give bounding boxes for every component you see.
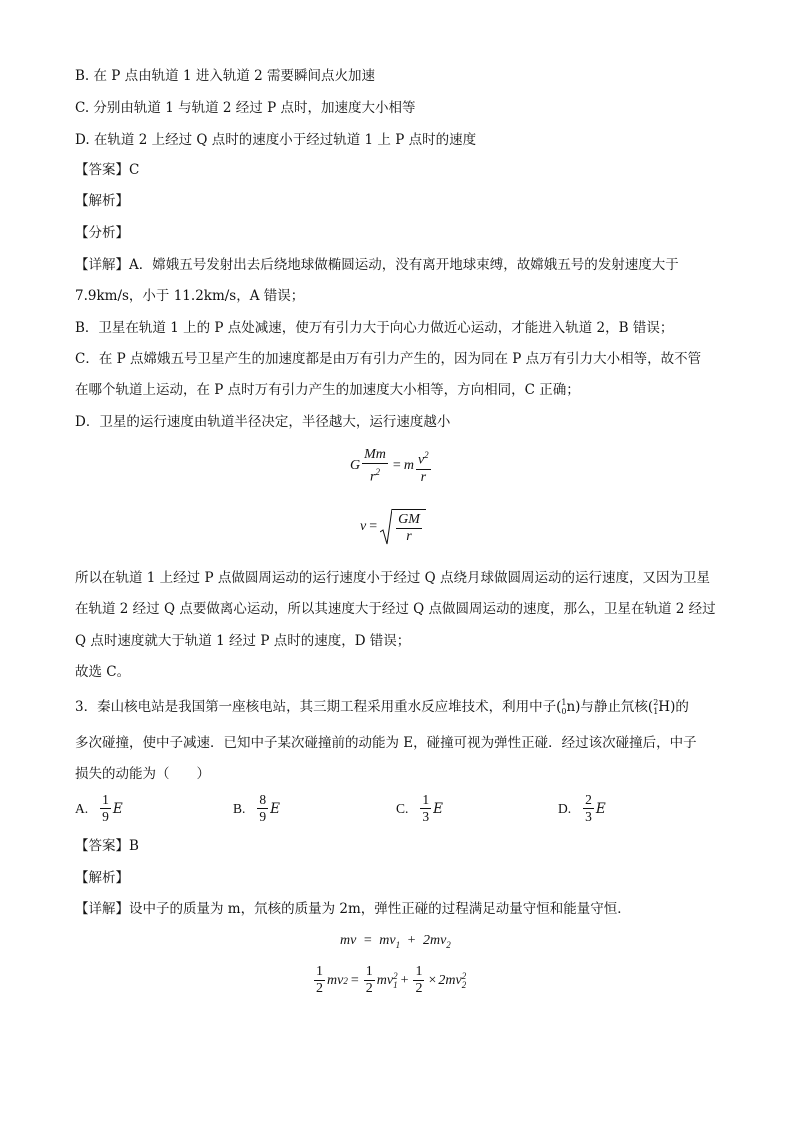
sqrt-sign: GM r <box>380 508 426 546</box>
question-3-line-3: 损失的动能为（ ） <box>75 766 210 782</box>
detail-line-5: 在哪个轨道上运动，在 P 点时万有引力产生的加速度大小相等，方向相同，C 正确； <box>75 382 580 398</box>
choice-d: D. $\frac{2}{3}$ E <box>558 792 606 824</box>
detail-line-6: D．卫星的运行速度由轨道半径决定，半径越大，运行速度越小 <box>75 414 451 430</box>
analysis-label-2: 【解析】 <box>75 870 129 886</box>
choice-c: C. $\frac{1}{3}$ E <box>396 792 443 824</box>
conclusion-line-3: Q 点时速度就大于轨道 1 经过 P 点时的速度，D 错误； <box>75 633 411 649</box>
detail-line-3: B．卫星在轨道 1 上的 P 点处减速，使万有引力大于向心力做近心运动，才能进入轨道 2，B 错误； <box>75 320 674 336</box>
energy-equation: $\frac{1}{2}$ mv 2 = $\frac{1}{2}$ mv 2 1 + $\frac{1}{2}$ × 2mv 2 2 <box>316 964 467 996</box>
choice-b: B. $\frac{8}{9}$ E <box>233 792 280 824</box>
deuteron-symbol: 2 1 H <box>653 698 671 716</box>
analysis-label: 【解析】 <box>75 193 129 209</box>
answer-label: 【答案】C <box>75 162 140 178</box>
detail-line-2: 7.9km/s，小于 11.2km/s，A 错误； <box>75 288 305 304</box>
conclusion-line-1: 所以在轨道 1 上经过 P 点做圆周运动的运行速度小于经过 Q 点绕月球做圆周运动的运行速度，又因为卫星 <box>75 570 710 586</box>
detail-line-q3: 【详解】设中子的质量为 m，氘核的质量为 2m，弹性正碰的过程满足动量守恒和能量守恒． <box>75 901 631 917</box>
fenxi-label: 【分析】 <box>75 225 129 241</box>
detail-line-4: C．在 P 点嫦娥五号卫星产生的加速度都是由万有引力产生的，因为同在 P 点万有引力大小相等，故不管 <box>75 351 702 367</box>
option-c-text: C. 分别由轨道 1 与轨道 2 经过 P 点时，加速度大小相等 <box>75 100 416 116</box>
option-b-text: B. 在 P 点由轨道 1 进入轨道 2 需要瞬间点火加速 <box>75 68 376 84</box>
question-3-line-2: 多次碰撞，使中子减速．已知中子某次碰撞前的动能为 E，碰撞可视为弹性正碰．经过该次碰撞后，中子 <box>75 735 697 751</box>
gravity-fraction: $\frac{Mm}{r^2}$ <box>364 447 386 485</box>
radical-icon <box>380 508 392 546</box>
option-d-text: D. 在轨道 2 上经过 Q 点时的速度小于经过轨道 1 上 P 点时的速度 <box>75 132 477 148</box>
centripetal-fraction: $\frac{v^2}{r}$ <box>416 447 431 486</box>
neutron-symbol: 1 0 n <box>561 698 576 716</box>
momentum-equation: mv = $mv_1 + 2mv_2$ <box>340 933 451 950</box>
gravity-equation: G $\frac{Mm}{r^2}$ = m $\frac{v^2}{r}$ <box>350 447 429 485</box>
velocity-equation: v = GM r <box>360 508 426 546</box>
detail-line-1: 【详解】A．嫦娥五号发射出去后绕地球做椭圆运动，没有离开地球束缚，故嫦娥五号的发射速度大于 <box>75 257 679 273</box>
choice-a: A. $\frac{1}{9}$ E <box>75 792 123 824</box>
answer-label-2: 【答案】B <box>75 838 139 854</box>
choose-c-line: 故选 C。 <box>75 664 131 680</box>
question-3-line-1: 3．秦山核电站是我国第一座核电站，其三期工程采用重水反应堆技术，利用中子( 1 0 n )与静止氘核( 2 1 H )的 <box>75 698 689 716</box>
conclusion-line-2: 在轨道 2 经过 Q 点要做离心运动，所以其速度大于经过 Q 点做圆周运动的速度，那么，卫星在轨道 2 经过 <box>75 601 716 617</box>
